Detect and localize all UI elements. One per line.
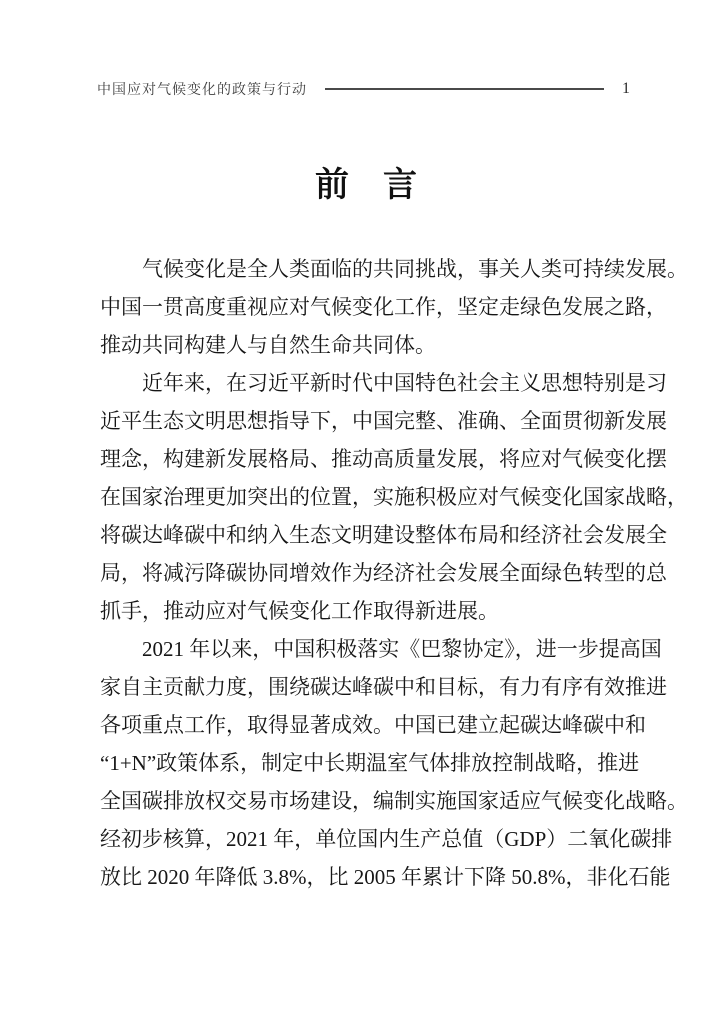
running-header-title: 中国应对气候变化的政策与行动	[97, 81, 307, 97]
text-line: 局，将减污降碳协同增效作为经济社会发展全面绿色转型的总	[100, 561, 667, 585]
text-line: 理念，构建新发展格局、推动高质量发展，将应对气候变化摆	[100, 447, 667, 471]
text-line: 在国家治理更加突出的位置，实施积极应对气候变化国家战略，	[100, 485, 688, 509]
text-line: 气候变化是全人类面临的共同挑战，事关人类可持续发展。	[142, 257, 688, 281]
text-line: 将碳达峰碳中和纳入生态文明建设整体布局和经济社会发展全	[100, 523, 667, 547]
running-header	[97, 78, 630, 100]
text-line: 抓手，推动应对气候变化工作取得新进展。	[100, 599, 499, 623]
text-line: 家自主贡献力度，围绕碳达峰碳中和目标，有力有序有效推进	[100, 675, 667, 699]
header-rule	[325, 88, 604, 90]
body-text	[100, 250, 688, 896]
text-line: 推动共同构建人与自然生命共同体。	[100, 333, 436, 357]
page-number: 1	[622, 80, 630, 97]
text-line: 近年来，在习近平新时代中国特色社会主义思想特别是习	[142, 371, 667, 395]
text-line: 放比 2020 年降低 3.8%，比 2005 年累计下降 50.8%，非化石能	[100, 865, 671, 889]
text-line: 中国一贯高度重视应对气候变化工作，坚定走绿色发展之路，	[100, 295, 667, 319]
text-line: “1+N”政策体系，制定中长期温室气体排放控制战略，推进	[100, 751, 640, 775]
text-line: 2021 年以来，中国积极落实《巴黎协定》，进一步提高国	[142, 637, 662, 661]
text-line: 全国碳排放权交易市场建设，编制实施国家适应气候变化战略。	[100, 789, 688, 813]
text-line: 各项重点工作，取得显著成效。中国已建立起碳达峰碳中和	[100, 713, 646, 737]
text-line: 近平生态文明思想指导下，中国完整、准确、全面贯彻新发展	[100, 409, 667, 433]
text-line: 经初步核算，2021 年，单位国内生产总值（GDP）二氧化碳排	[100, 827, 673, 851]
section-title: 前 言	[315, 166, 417, 204]
